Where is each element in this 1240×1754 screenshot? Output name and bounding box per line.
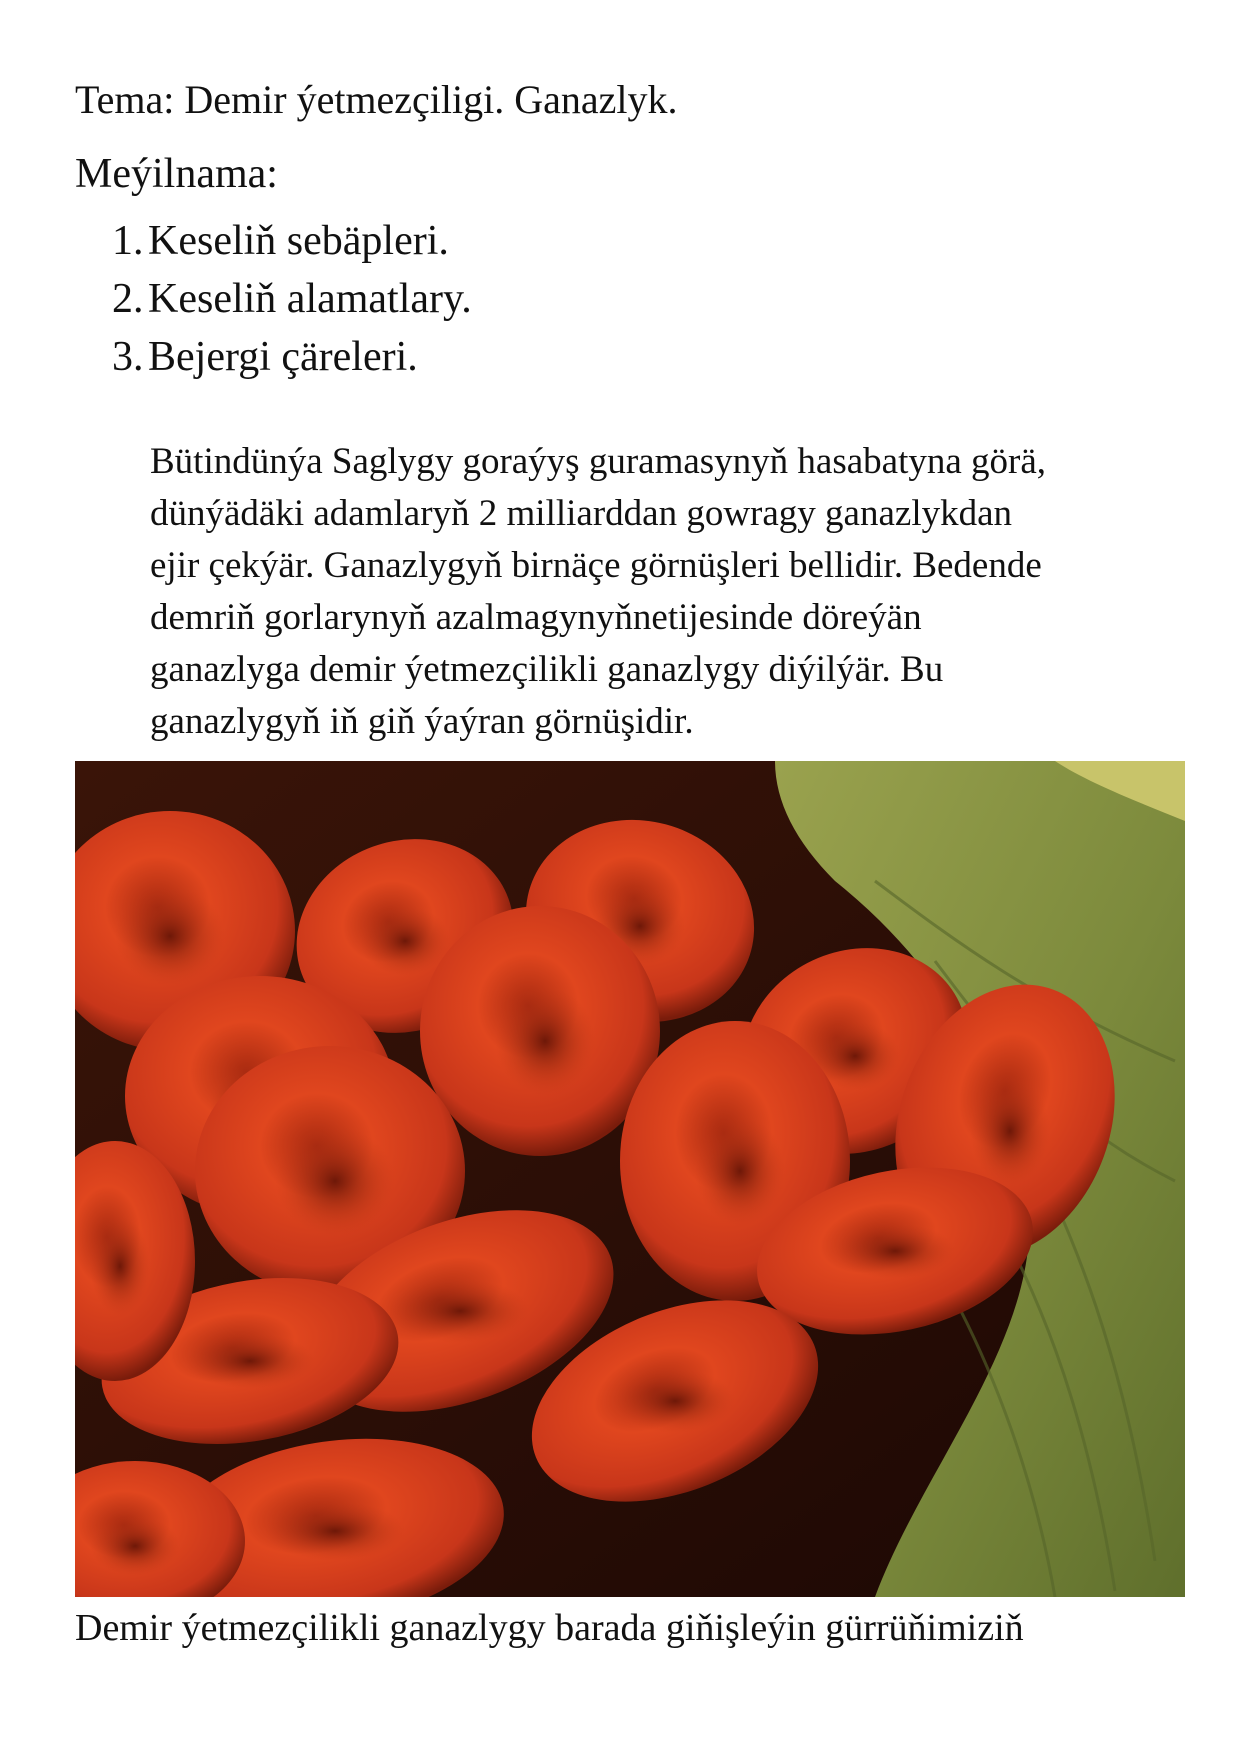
paragraph-line: Bütindünýa Saglygy goraýyş guramasynyň hasabatyna görä,	[150, 441, 1047, 482]
paragraph-line: dünýädäki adamlaryň 2 milliarddan gowragy ganazlykdan	[150, 493, 1013, 534]
plan-item	[112, 270, 472, 328]
plan-item-text: Bejergi çäreleri.	[148, 334, 418, 380]
paragraph-line: demriň gorlarynyň azalmagynyňnetijesinde döreýän	[150, 597, 922, 638]
paragraph-line: ejir çekýär. Ganazlygyň birnäçe görnüşleri bellidir. Bedende	[150, 545, 1042, 586]
plan-item	[112, 212, 472, 270]
image-caption: Demir ýetmezçilikli ganazlygy barada giňişleýin gürrüňimiziň	[75, 1607, 1024, 1649]
paragraph-line: ganazlygyň iň giň ýaýran görnüşidir.	[150, 701, 694, 742]
plan-item	[112, 328, 472, 386]
intro-paragraph	[150, 436, 1046, 748]
plan-item-number: 3.	[112, 334, 144, 380]
red-blood-cells-photo	[75, 761, 1185, 1597]
plan-item-number: 1.	[112, 218, 144, 264]
paragraph-line: ganazlyga demir ýetmezçilikli ganazlygy diýilýär. Bu	[150, 649, 944, 690]
plan-item-text: Keseliň sebäpleri.	[148, 218, 449, 264]
topic-title: Tema: Demir ýetmezçiligi. Ganazlyk.	[75, 77, 678, 122]
plan-item-number: 2.	[112, 276, 144, 322]
plan-item-text: Keseliň alamatlary.	[148, 276, 472, 322]
red-blood-cells-illustration	[75, 761, 1185, 1597]
plan-heading: Meýilnama:	[75, 151, 278, 197]
plan-list	[112, 212, 472, 386]
